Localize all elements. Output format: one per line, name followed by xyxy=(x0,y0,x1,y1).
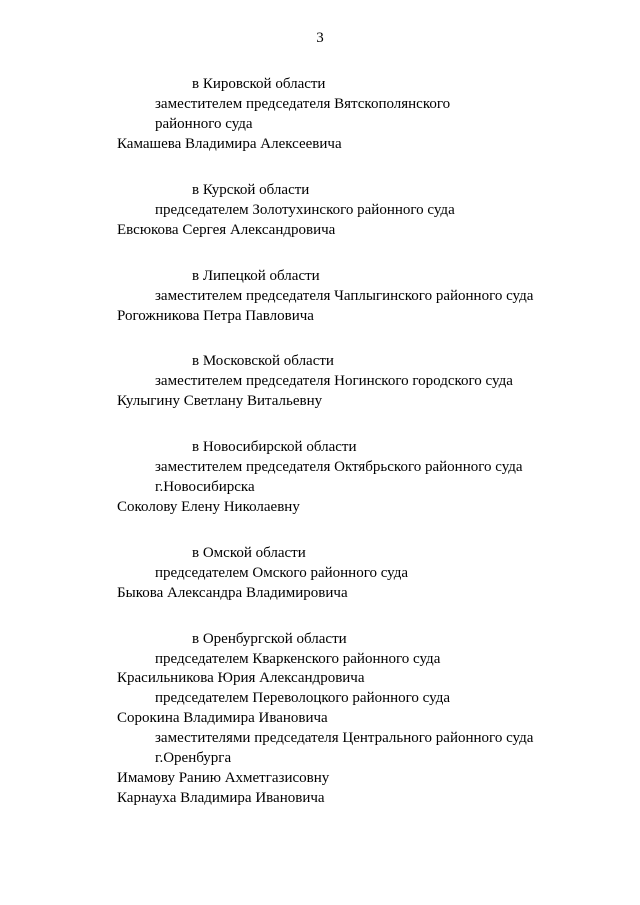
person-name: Быкова Александра Владимировича xyxy=(117,585,348,601)
region-heading: в Оренбургской области xyxy=(192,631,347,647)
person-name: Евсюкова Сергея Александровича xyxy=(117,222,336,238)
region-heading: в Московской области xyxy=(192,353,334,369)
region-heading: в Омской области xyxy=(192,545,306,561)
person-name: Имамову Ранию Ахметгазисовну xyxy=(117,770,330,786)
person-name: Камашева Владимира Алексеевича xyxy=(117,136,342,152)
person-name: Карнауха Владимира Ивановича xyxy=(117,790,325,806)
position-line: г.Оренбурга xyxy=(155,750,232,766)
person-name: Сорокина Владимира Ивановича xyxy=(117,710,328,726)
position-line: районного суда xyxy=(155,116,253,132)
position-line: председателем Омского районного суда xyxy=(155,565,409,581)
position-line: заместителем председателя Чаплыгинского районного суда xyxy=(155,288,534,304)
position-line: г.Новосибирска xyxy=(155,479,255,495)
page-number: 3 xyxy=(316,30,324,46)
region-heading: в Курской области xyxy=(192,182,310,198)
person-name: Красильникова Юрия Александровича xyxy=(117,670,365,686)
position-line: заместителем председателя Вятскополянского xyxy=(155,96,451,112)
region-heading: в Липецкой области xyxy=(192,268,320,284)
position-line: председателем Кваркенского районного суда xyxy=(155,651,441,667)
person-name: Кулыгину Светлану Витальевну xyxy=(117,393,323,409)
position-line: председателем Переволоцкого районного суда xyxy=(155,690,450,706)
position-line: заместителем председателя Октябрьского районного суда xyxy=(155,459,523,475)
position-line: заместителями председателя Центрального районного суда xyxy=(155,730,534,746)
region-heading: в Кировской области xyxy=(192,76,326,92)
person-name: Соколову Елену Николаевну xyxy=(117,499,300,515)
region-heading: в Новосибирской области xyxy=(192,439,357,455)
person-name: Рогожникова Петра Павловича xyxy=(117,308,314,324)
position-line: заместителем председателя Ногинского городского суда xyxy=(155,373,513,389)
position-line: председателем Золотухинского районного суда xyxy=(155,202,455,218)
